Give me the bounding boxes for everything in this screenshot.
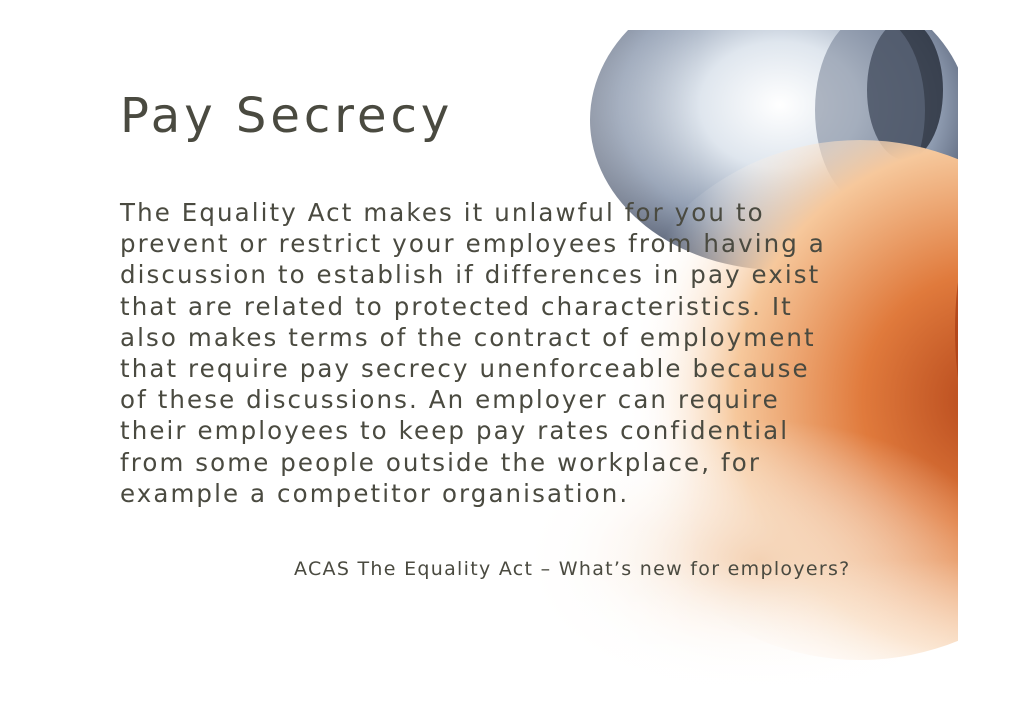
body-line: prevent or restrict your employees from having a [120, 229, 826, 259]
body-line: that are related to protected characteristics. It [120, 291, 793, 321]
body-line: their employees to keep pay rates confidential [120, 416, 790, 446]
body-line: The Equality Act makes it unlawful for you to [120, 198, 765, 227]
body-line: from some people outside the workplace, for [120, 447, 761, 477]
slide-title: Pay Secrecy [120, 88, 454, 144]
body-line: of these discussions. An employer can require [120, 385, 780, 415]
source-citation: ACAS The Equality Act – What’s new for employers? [294, 558, 851, 580]
body-line: also makes terms of the contract of employment [120, 322, 816, 352]
body-line: that require pay secrecy unenforceable because [120, 354, 810, 384]
body-paragraph [120, 197, 920, 509]
body-line: discussion to establish if differences in pay exist [120, 260, 821, 290]
body-line: example a competitor organisation. [120, 478, 630, 508]
